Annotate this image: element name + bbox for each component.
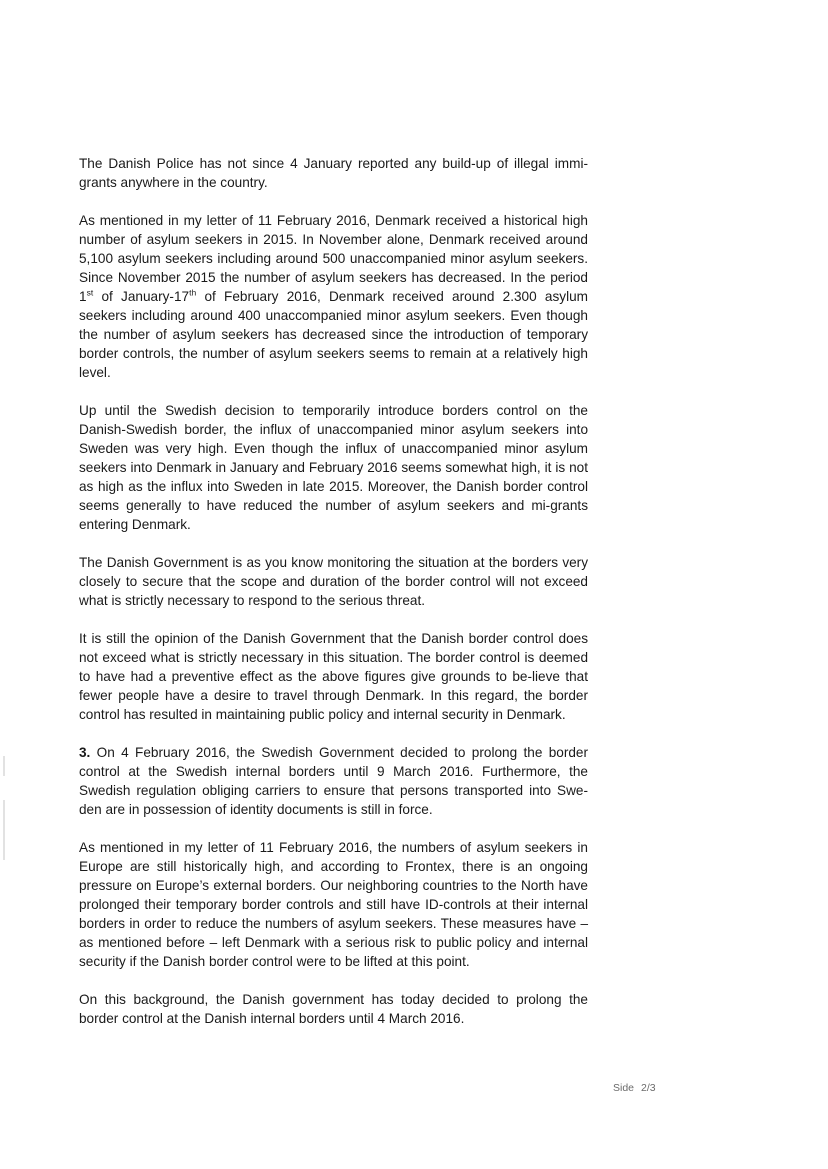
paragraph-text: of February 2016, Denmark received around 2.300 asylum seekers including around 400 unaccompanied minor asylum seekers. Even though the number of asylum seekers has decreased since the introduction of temporary border controls, the number of asylum seekers seems to remain at a relatively high level.: [79, 289, 588, 380]
paragraph-p4: [79, 553, 588, 610]
paragraph-p7: [79, 838, 588, 971]
paragraph-text: On this background, the Danish government has today decided to prolong the border control at the Danish internal borders until 4 March 2016.: [79, 992, 588, 1026]
paragraph-p1: [79, 154, 588, 192]
scan-artifact: [3, 800, 5, 860]
paragraph-text: of January-17: [93, 289, 190, 304]
footer-label: Side: [613, 1082, 635, 1094]
paragraph-p3: [79, 401, 588, 534]
ordinal-superscript: th: [189, 287, 197, 298]
paragraph-text: As mentioned in my letter of 11 February 2016, Denmark received a historical high number of asylum seekers in 2015. In November alone, Denmark received around 5,100 asylum seekers including around 500 unaccompanied minor asylum seekers. Since November 2015 the number of asylum seekers has decreased. In the period 1: [79, 213, 588, 304]
paragraph-text: The Danish Police has not since 4 January reported any build-up of illegal immi-grants anywhere in the country.: [79, 156, 588, 190]
paragraph-p6: [79, 743, 588, 819]
page-footer: [613, 1082, 656, 1094]
paragraph-text: The Danish Government is as you know monitoring the situation at the borders very closely to secure that the scope and duration of the border control will not exceed what is strictly necessary to respond to the serious threat.: [79, 555, 588, 608]
paragraph-text: On 4 February 2016, the Swedish Government decided to prolong the border control at the Swedish internal borders until 9 March 2016. Furthermore, the Swedish regulation obliging carriers to ensure that persons transported into Swe-den are in possession of identity documents is still in force.: [79, 745, 588, 817]
ordinal-superscript: st: [86, 287, 94, 298]
page-number: 2/3: [641, 1082, 656, 1094]
section-number: 3.: [79, 745, 91, 760]
paragraph-text: As mentioned in my letter of 11 February 2016, the numbers of asylum seekers in Europe are still historically high, and according to Frontex, there is an ongoing pressure on Europe’s external borders. Our neighboring countries to the North have prolonged their temporary border controls and still have ID-controls at their internal borders in order to reduce the numbers of asylum seekers. These measures have – as mentioned before – left Denmark with a serious risk to public policy and internal security if the Danish border control were to be lifted at this point.: [79, 840, 588, 969]
scan-artifact: [3, 756, 5, 776]
paragraph-p8: [79, 990, 588, 1028]
paragraph-p2: [79, 211, 588, 382]
paragraph-text: It is still the opinion of the Danish Government that the Danish border control does not exceed what is strictly necessary in this situation. The border control is deemed to have had a preventive effect as the above figures give grounds to be-lieve that fewer people have a desire to travel through Denmark. In this regard, the border control has resulted in maintaining public policy and internal security in Denmark.: [79, 631, 588, 722]
letter-body: [79, 154, 588, 1047]
paragraph-text: Up until the Swedish decision to temporarily introduce borders control on the Danish-Swedish border, the influx of unaccompanied minor asylum seekers into Sweden was very high. Even though the influx of unaccompanied minor asylum seekers into Denmark in January and February 2016 seems somewhat high, it is not as high as the influx into Sweden in late 2015. Moreover, the Danish border control seems generally to have reduced the number of asylum seekers and mi-grants entering Denmark.: [79, 403, 588, 532]
paragraph-p5: [79, 629, 588, 724]
